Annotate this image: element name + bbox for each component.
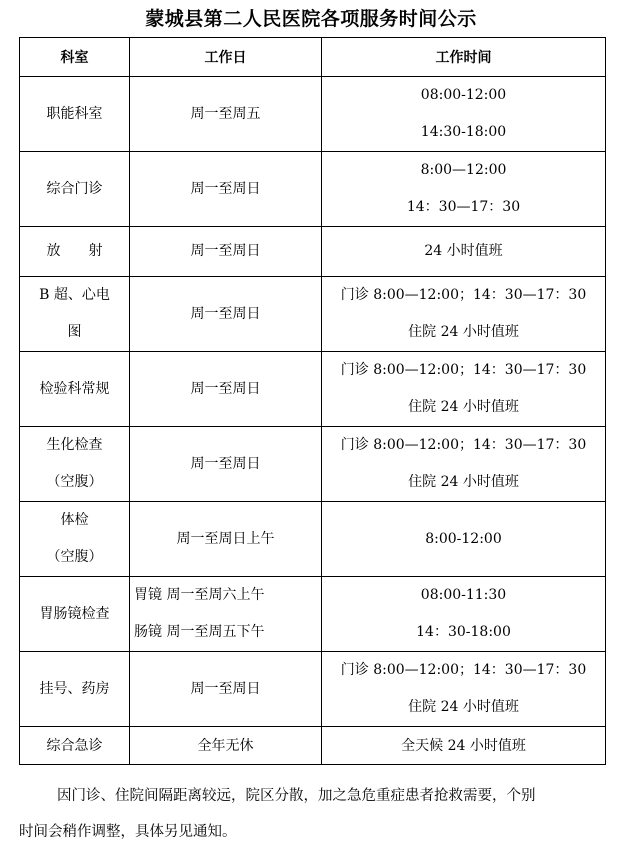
hours-cell [322,727,606,765]
days-cell-line: 周一至周日 [190,680,261,697]
hours-cell-line: 住院 24 小时值班 [408,399,519,415]
hours-cell-line: 14：30-18:00 [416,624,511,640]
dept-cell [20,502,130,577]
hours-cell [322,277,606,352]
header-dept: 科室 [20,38,130,77]
dept-cell-line: 生化检查 [46,437,103,453]
header-hours: 工作时间 [322,38,606,77]
dept-cell-line: 体检 [60,512,89,528]
days-cell-line: 肠镜 周一至周五下午 [134,624,265,640]
hours-cell [322,577,606,652]
dept-cell [20,227,130,277]
service-hours-table [19,37,606,765]
dept-cell-line: （空腹） [46,549,103,565]
hours-cell-line: 门诊 8:00—12:00；14：30—17：30 [340,437,587,453]
hours-cell-line: 门诊 8:00—12:00；14：30—17：30 [340,662,587,678]
table-row [20,727,606,765]
table-row [20,502,606,577]
hours-cell-line: 24 小时值班 [424,243,503,259]
hours-cell-line: 住院 24 小时值班 [408,699,519,715]
dept-cell-line: 挂号、药房 [39,680,110,697]
dept-cell [20,577,130,652]
dept-cell [20,277,130,352]
dept-cell-line: 胃肠镜检查 [39,605,110,622]
hours-cell-line: 14:30-18:00 [420,124,507,140]
dept-cell [20,727,130,765]
dept-cell-line: 综合急诊 [46,737,103,754]
hours-cell [322,152,606,227]
dept-cell-line: 综合门诊 [46,180,103,197]
dept-cell [20,427,130,502]
dept-cell [20,77,130,152]
days-cell-line: 周一至周五 [190,105,261,122]
days-cell-line: 胃镜 周一至周六上午 [134,587,265,603]
table-row [20,277,606,352]
days-cell-line: 周一至周日 [190,243,261,259]
days-cell [130,77,322,152]
dept-cell-line: 图 [67,324,82,340]
note-line-2: 时间会稍作调整，具体另见通知。 [19,824,237,840]
days-cell-line: 全年无休 [197,737,254,754]
dept-cell-line: 放 射 [46,243,103,259]
table-row [20,352,606,427]
days-cell [130,652,322,727]
days-cell-line: 周一至周日上午 [176,530,275,547]
table-body [20,77,606,765]
table-row [20,152,606,227]
days-cell [130,502,322,577]
dept-cell-line: 检验科常规 [39,380,110,397]
header-days: 工作日 [130,38,322,77]
days-cell-line: 周一至周日 [190,180,261,197]
table-row [20,77,606,152]
hours-cell-line: 14：30—17：30 [406,199,521,215]
hours-cell-line: 08:00-11:30 [420,587,507,603]
days-cell [130,152,322,227]
days-cell [130,277,322,352]
hours-cell-line: 门诊 8:00—12:00；14：30—17：30 [340,362,587,378]
hours-cell-line: 8:00-12:00 [425,530,502,547]
hours-cell [322,227,606,277]
dept-cell-line: （空腹） [46,474,103,490]
page-title: 蒙城县第二人民医院各项服务时间公示 [145,8,477,30]
table-row [20,652,606,727]
hours-cell-line: 08:00-12:00 [420,87,507,103]
hours-cell-line: 住院 24 小时值班 [408,474,519,490]
days-cell-line: 周一至周日 [190,305,261,322]
note-line-1: 因门诊、住院间隔距离较远，院区分散，加之急危重症患者抢救需要，个别 [57,788,536,804]
dept-cell [20,352,130,427]
dept-cell [20,152,130,227]
hours-cell [322,77,606,152]
days-cell [130,427,322,502]
days-cell-line: 周一至周日 [190,455,261,472]
days-cell [130,727,322,765]
days-cell [130,352,322,427]
dept-cell-line: B 超、心电 [39,287,110,303]
dept-cell-line: 职能科室 [46,105,103,122]
hours-cell [322,502,606,577]
table-row [20,227,606,277]
days-cell [130,577,322,652]
table-header-row [20,38,606,77]
days-cell [130,227,322,277]
table-row [20,577,606,652]
hours-cell [322,427,606,502]
hours-cell-line: 住院 24 小时值班 [408,324,519,340]
hours-cell-line: 全天候 24 小时值班 [401,737,526,754]
hours-cell [322,352,606,427]
hours-cell-line: 门诊 8:00—12:00；14：30—17：30 [340,287,587,303]
days-cell-line: 周一至周日 [190,380,261,397]
dept-cell [20,652,130,727]
hours-cell [322,652,606,727]
hours-cell-line: 8:00—12:00 [420,162,507,178]
table-row [20,427,606,502]
